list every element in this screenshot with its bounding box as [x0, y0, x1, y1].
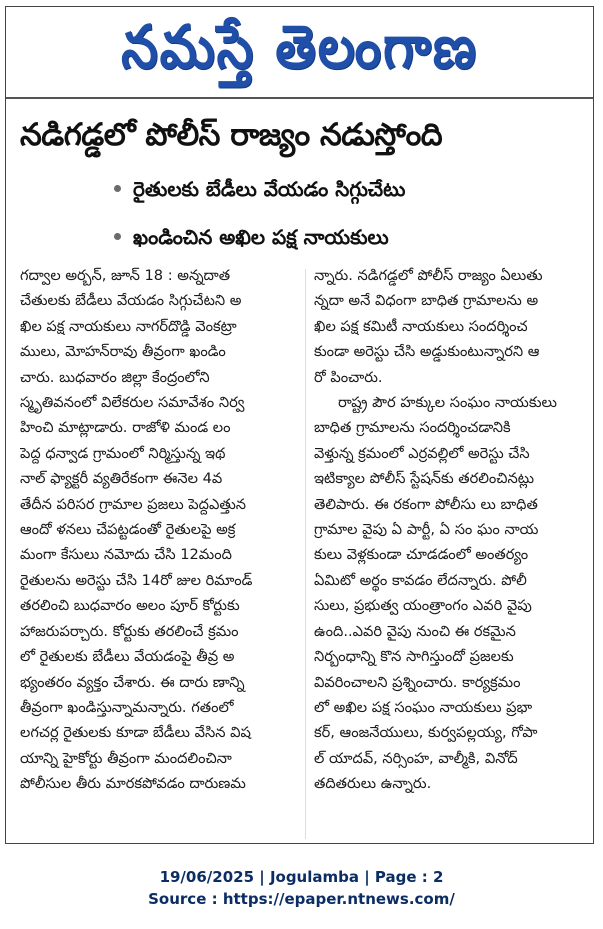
text-line: లో రైతులకు బేడీలు వేయడంపై తీవ్ర అ [20, 648, 235, 666]
text-line: న్నారు. నడిగడ్డలో పోలీస్ రాజ్యం ఏలుతు [314, 267, 543, 284]
text-line: చారు. బుధవారం జిల్లా కేంద్రంలోని [20, 368, 210, 386]
text-line: ఏమిటో అర్థం కావడం లేదన్నారు. పోలీ [314, 571, 527, 589]
text-line: లో అఖిల పక్ష సంఘం నాయకులు ప్రభా [314, 698, 533, 716]
text-line: నాల్ ఫ్యాక్టరీ వ్యతిరేకంగా ఈనెల 4వ [20, 470, 223, 488]
text-line: ఇటిక్యాల పోలీస్ స్టేషన్‌కు తరలించినట్లు [314, 470, 535, 488]
text-line: భ్యంతరం వ్యక్తం చేశారు. ఈ దారు ణాన్ని [20, 673, 245, 691]
text-line: గ్రామాల వైపు ఏ పార్టీ, ఏ సం ఘం నాయ [314, 521, 539, 539]
subhead-text: ఖండించిన అఖిల పక్ష నాయకులు [133, 225, 389, 249]
bullet-icon [114, 185, 121, 192]
text-line: ఖిల పక్ష కమిటీ నాయకులు సందర్శించ [314, 317, 528, 335]
text-line: పోలీసుల తీరు మారకపోవడం దారుణమ [20, 775, 246, 793]
masthead-divider [6, 97, 593, 99]
text-line: ఖిల పక్ష నాయకులు నాగర్‌దొడ్డి వెంకట్రా [20, 317, 237, 335]
text-line: వెళ్తున్న క్రమంలో ఎర్రవల్లిలో అరెస్టు చేసి [314, 444, 530, 462]
bullet-icon [114, 233, 121, 240]
text-line: తరలించి బుధవారం అలం పూర్ కోర్టుకు [20, 597, 240, 615]
text-line: రైతులను అరెస్టు చేసి 14రో జుల రిమాండ్ [20, 571, 253, 589]
subhead-text: రైతులకు బేడీలు వేయడం సిగ్గుచేటు [133, 177, 406, 201]
text-line: ఉంది..ఎవరి వైపు నుంచి ఈ రకమైన [314, 622, 516, 640]
text-line: చేతులకు బేడీలు వేయడం సిగ్గుచేటని అ [20, 292, 242, 310]
text-line: తెలిపారు. ఈ రకంగా పోలీసు లు బాధిత [314, 495, 538, 513]
source-link[interactable]: Source : https://epaper.ntnews.com/ [148, 890, 455, 908]
text-line: ములు, మోహన్‌రావు తీవ్రంగా ఖండిం [20, 343, 226, 361]
text-line: పెద్ద ధన్వాడ గ్రామంలో నిర్మిస్తున్న ఇథ [20, 444, 226, 462]
text-line: హించి మాట్లాడారు. రాజోళి మండ లం [20, 419, 231, 437]
column-divider [305, 269, 306, 839]
text-line: రో పించారు. [314, 368, 383, 386]
article-column-1 [20, 263, 298, 797]
page-footer [0, 866, 603, 910]
text-line: తేదీన పరిసర గ్రామాల ప్రజలు పెద్దఎత్తున [20, 495, 246, 513]
text-line: రాష్ట్ర పౌర హక్కుల సంఘం నాయకులు [338, 394, 557, 412]
text-line: కుండా అరెస్టు చేసి అడ్డుకుంటున్నారని ఆ [314, 343, 540, 361]
text-line: కర్, ఆంజనేయులు, కుర్వపల్లయ్య, గోపా [314, 724, 538, 742]
text-line: ఆందో ళనలు చేపట్టడంతో రైతులపై అక్ర [20, 521, 236, 539]
edition-info: 19/06/2025 | Jogulamba | Page : 2 [159, 868, 444, 886]
text-line: గద్వాల అర్బన్, జూన్ 18 : అన్నదాత [20, 267, 231, 284]
masthead-logo: నమస్తే తెలంగాణ [121, 12, 478, 83]
text-line: హాజరుపర్చారు. కోర్టుకు తరలించే క్రమం [20, 622, 239, 640]
article-subhead-2 [114, 221, 583, 253]
text-line: తీవ్రంగా ఖండిస్తున్నామన్నారు. గతంలో [20, 698, 234, 716]
newspaper-clipping [5, 6, 594, 844]
text-line: బాధిత గ్రామాలను సందర్శించడానికి [314, 419, 511, 437]
text-line: యాన్ని హైకోర్టు తీవ్రంగా మందలించినా [20, 749, 232, 767]
text-line: తదితరులు ఉన్నారు. [314, 775, 432, 793]
text-line: కులు వెళ్లకుండా చూడడంలో అంతర్యం [314, 546, 529, 564]
article-column-2 [314, 263, 588, 797]
text-line: సులు, ప్రభుత్వ యంత్రాంగం ఎవరి వైపు [314, 597, 532, 615]
text-line: స్మృతివనంలో విలేకరుల సమావేశం నిర్వ [20, 394, 245, 412]
text-line: లగచర్ల రైతులకు కూడా బేడీలు వేసిన విష [20, 724, 251, 742]
text-line: వివరించాలని ప్రశ్నించారు. కార్యక్రమం [314, 673, 521, 691]
text-line: మంగా కేసులు నమోదు చేసి 12మంది [20, 546, 232, 564]
article-headline: నడిగడ్డలో పోలీస్ రాజ్యం నడుస్తోంది [20, 117, 443, 153]
article-subhead-1 [114, 173, 583, 205]
text-line: ల్ యాదవ్, నర్సింహ, వాల్మీకి, వినోద్ [314, 749, 518, 767]
text-line: నిర్బంధాన్ని కొన సాగిస్తుందో ప్రజలకు [314, 648, 514, 666]
text-line: న్నదా అనే విధంగా బాధిత గ్రామాలను అ [314, 292, 539, 310]
